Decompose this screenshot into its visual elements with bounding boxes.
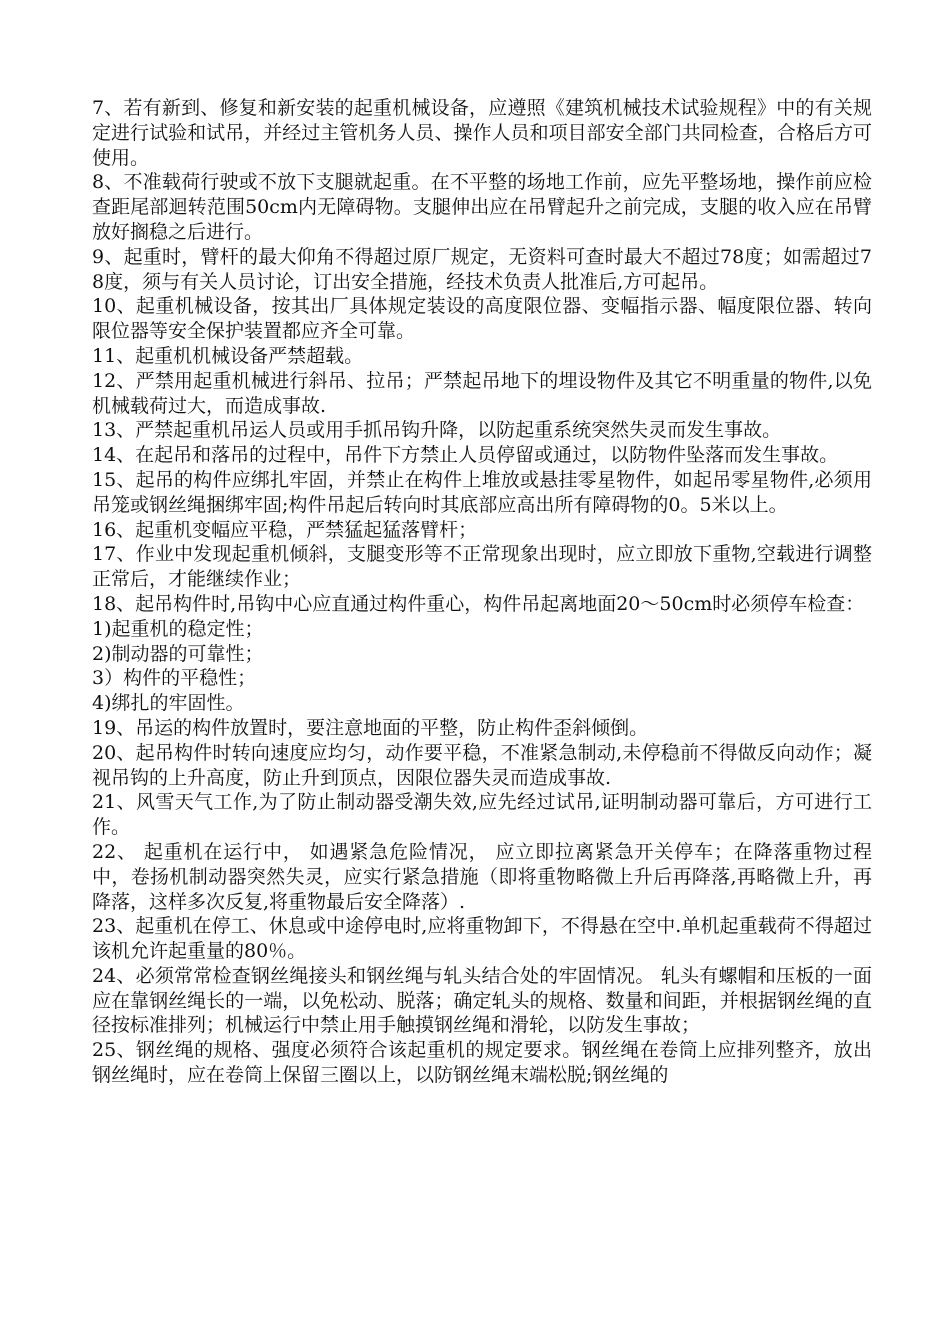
sub-item-1: 1)起重机的稳定性； (92, 617, 264, 640)
sub-item-2: 2)制动器的可靠性； (92, 642, 264, 665)
paragraph-item-24: 24、必须常常检查钢丝绳接头和钢丝绳与轧头结合处的牢固情况。 轧头有螺帽和压板的一面应在靠钢丝绳长的一端，以免松动、脱落；确定轧头的规格、数量和间距，并根据钢丝绳的直径按标准排列；机械运行中禁止用手触摸钢丝绳和滑轮，以防发生事故； (92, 964, 872, 1037)
paragraph-item-15: 15、起吊的构件应绑扎牢固，并禁止在构件上堆放或悬挂零星物件，如起吊零星物件,必须用吊笼或钢丝绳捆绑牢固;构件吊起后转向时其底部应高出所有障碍物的0。5米以上。 (92, 468, 872, 516)
paragraph-item-13: 13、严禁起重机吊运人员或用手抓吊钩升降，以防起重系统突然失灵而发生事故。 (92, 419, 782, 442)
paragraph-item-21: 21、风雪天气工作,为了防止制动器受潮失效,应先经过试吊,证明制动器可靠后，方可进行工作。 (92, 791, 872, 839)
paragraph-item-20: 20、起吊构件时转向速度应均匀，动作要平稳，不准紧急制动,未停稳前不得做反向动作；凝视吊钩的上升高度，防止升到顶点，因限位器失灵而造成事故. (92, 741, 872, 789)
paragraph-item-22: 22、 起重机在运行中， 如遇紧急危险情况， 应立即拉离紧急开关停车；在降落重物过程中，卷扬机制动器突然失灵，应实行紧急措施（即将重物略微上升后再降落,再略微上升，再降落，这样多次反复,将重物最后安全降落）. (92, 840, 872, 913)
sub-item-4: 4)绑扎的牢固性。 (92, 692, 245, 715)
paragraph-item-14: 14、在起吊和落吊的过程中，吊件下方禁止人员停留或通过，以防物件坠落而发生事故。 (92, 444, 839, 467)
paragraph-item-23: 23、起重机在停工、休息或中途停电时,应将重物卸下，不得悬在空中.单机起重载荷不得超过该机允许起重量的80％。 (92, 915, 872, 963)
paragraph-item-12: 12、严禁用起重机械进行斜吊、拉吊；严禁起吊地下的埋设物件及其它不明重量的物件,以免机械载荷过大，而造成事故. (92, 369, 872, 417)
paragraph-item-9: 9、起重时，臂杆的最大仰角不得超过原厂规定，无资料可查时最大不超过78度；如需超过78度，须与有关人员讨论，订出安全措施，经技术负责人批准后,方可起吊。 (92, 245, 872, 293)
paragraph-item-7: 7、若有新到、修复和新安装的起重机械设备，应遵照《建筑机械技术试验规程》中的有关规定进行试验和试吊，并经过主管机务人员、操作人员和项目部安全部门共同检查，合格后方可使用。 (92, 97, 872, 169)
paragraph-item-25: 25、钢丝绳的规格、强度必须符合该起重机的规定要求。钢丝绳在卷筒上应排列整齐，放出钢丝绳时，应在卷筒上保留三圈以上，以防钢丝绳末端松脱;钢丝绳的 (92, 1039, 872, 1087)
document-body (92, 96, 872, 1088)
paragraph-item-17: 17、作业中发现起重机倾斜，支腿变形等不正常现象出现时，应立即放下重物,空载进行调整正常后，才能继续作业； (92, 543, 872, 591)
paragraph-item-8: 8、不准载荷行驶或不放下支腿就起重。在不平整的场地工作前，应先平整场地，操作前应检查距尾部迴转范围50cm内无障碍物。支腿伸出应在吊臂起升之前完成，支腿的收入应在吊臂放好搁稳之后进行。 (92, 171, 872, 243)
paragraph-item-10: 10、起重机械设备，按其出厂具体规定装设的高度限位器、变幅指示器、幅度限位器、转向限位器等安全保护装置都应齐全可靠。 (92, 295, 872, 343)
sub-item-3: 3）构件的平稳性； (92, 667, 257, 690)
paragraph-item-19: 19、吊运的构件放置时，要注意地面的平整，防止构件歪斜倾倒。 (92, 716, 649, 739)
paragraph-item-11: 11、起重机机械设备严禁超载。 (92, 344, 364, 367)
paragraph-item-18: 18、起吊构件时,吊钩中心应直通过构件重心，构件吊起离地面20～50cm时必须停车检查： (92, 592, 865, 615)
paragraph-item-16: 16、起重机变幅应平稳，严禁猛起猛落臂杆； (92, 518, 478, 541)
